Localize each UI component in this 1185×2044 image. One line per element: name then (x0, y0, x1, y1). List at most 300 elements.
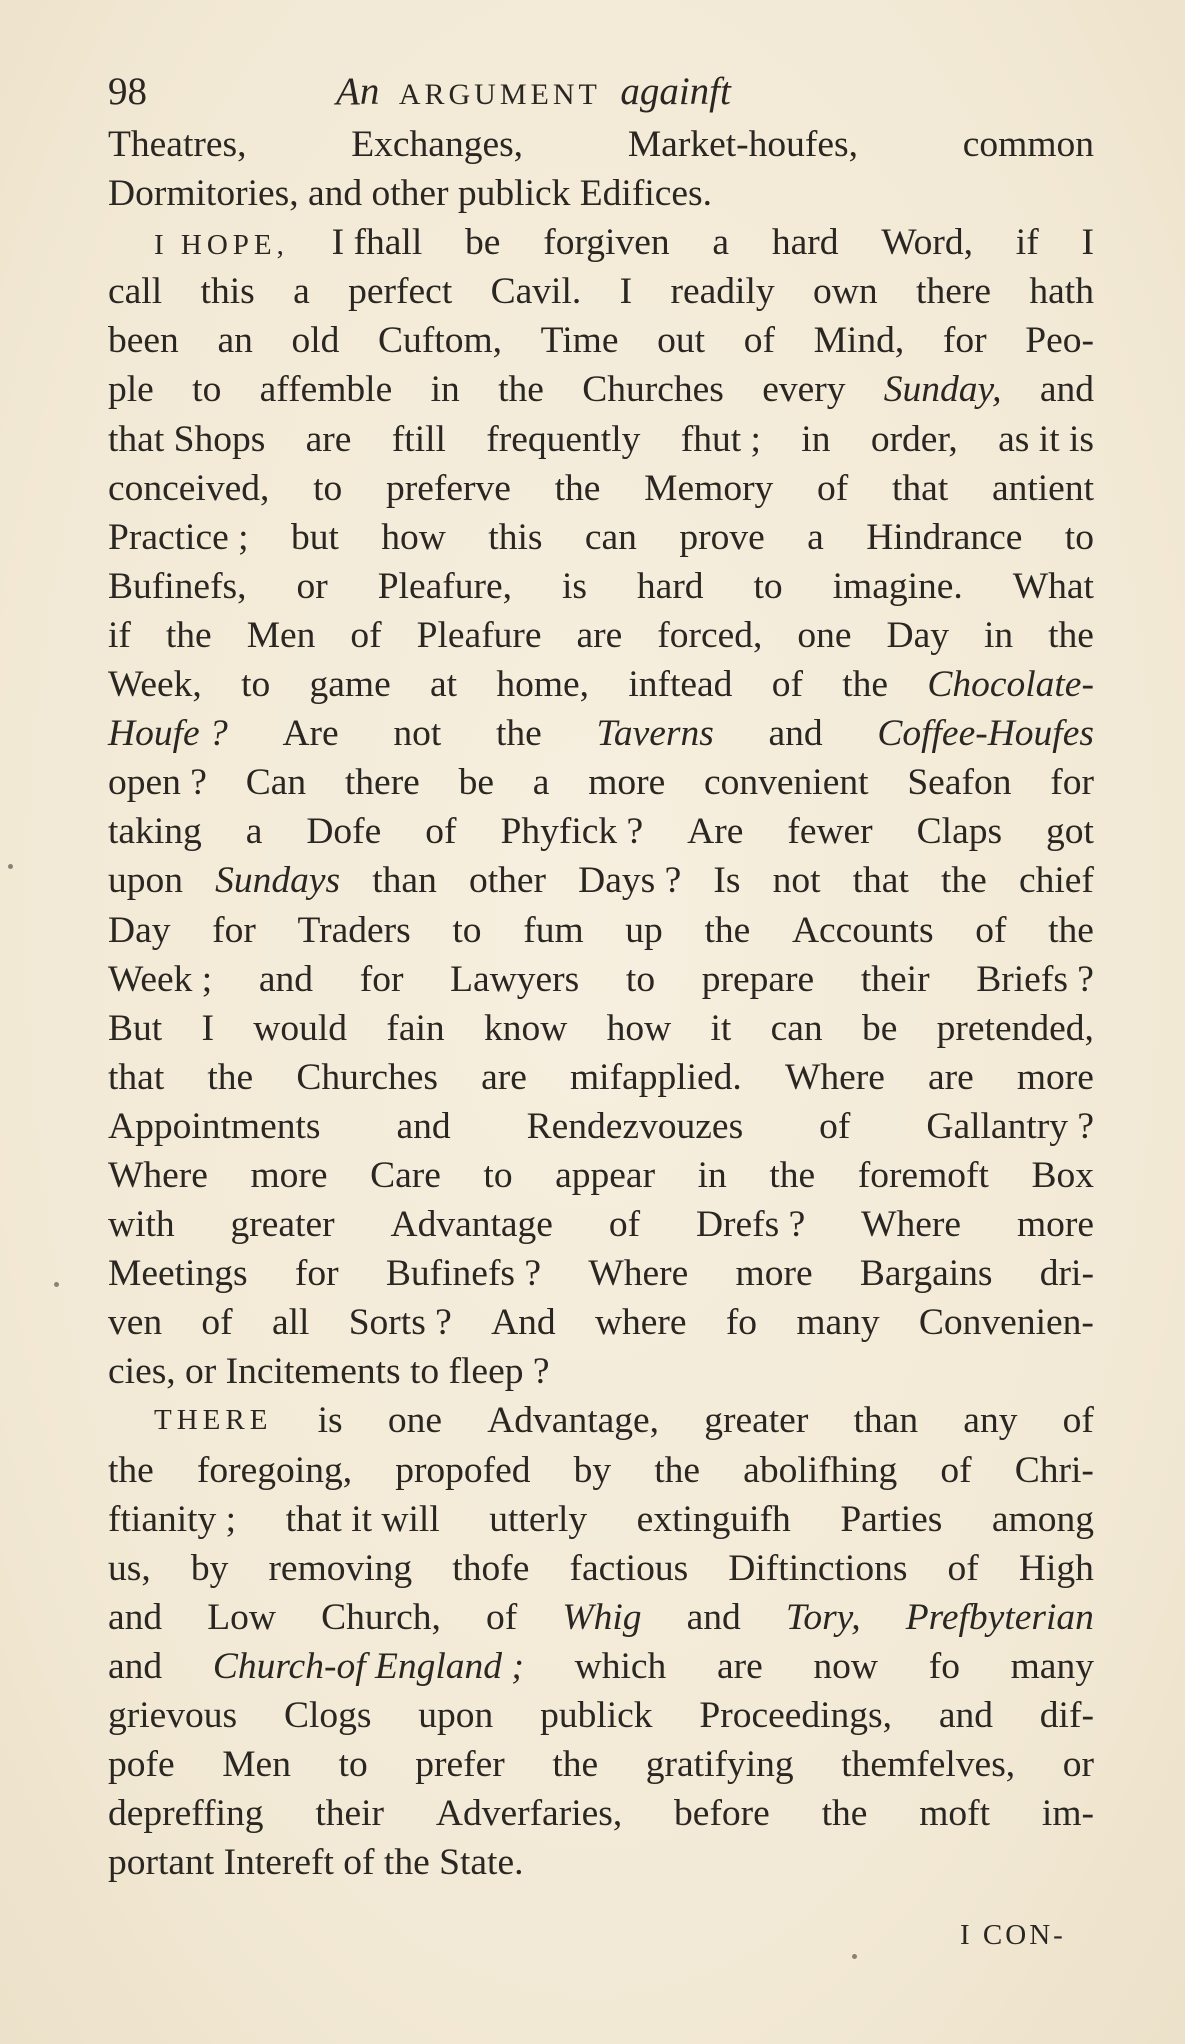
ink-speck (54, 1282, 59, 1287)
word: prove (679, 516, 765, 558)
word: Dofe (306, 811, 382, 853)
word: there (916, 271, 991, 313)
word: all (271, 1302, 310, 1344)
word: mifapplied. (569, 1056, 742, 1098)
small-caps-opening: THERE (154, 1404, 273, 1437)
paragraph-start-line (108, 218, 1094, 267)
word: ftill (391, 418, 446, 460)
text-line (108, 1789, 1094, 1838)
word: is (317, 1400, 343, 1442)
word: I fhall (331, 222, 423, 264)
word: at (430, 664, 458, 706)
word: can (770, 1007, 823, 1049)
word: that it will (285, 1498, 440, 1540)
word: ple (108, 369, 154, 411)
word: not (772, 860, 821, 902)
italic-word: Sundays (215, 860, 341, 902)
word: but (290, 516, 339, 558)
word: the (1048, 614, 1094, 656)
italic-word: Houfe ? (108, 713, 228, 755)
word: High (1018, 1547, 1094, 1589)
text-line (108, 1004, 1094, 1053)
word: the (495, 713, 542, 755)
italic-word: Tory, (785, 1596, 861, 1638)
word: common (962, 124, 1094, 165)
word: portant Intereft of the State. (108, 1842, 524, 1884)
word: greater (230, 1204, 335, 1246)
word: by (190, 1547, 229, 1589)
word: and (396, 1105, 451, 1147)
word: not (393, 713, 442, 755)
word: Mind, (813, 320, 905, 362)
word: Market-houfes, (627, 124, 858, 165)
word: if (108, 614, 131, 656)
word: the (821, 1793, 868, 1835)
word: factious (569, 1547, 689, 1589)
word: chief (1018, 860, 1094, 902)
word: abolifhing (743, 1449, 898, 1491)
word: fo (725, 1302, 758, 1344)
word: in (430, 369, 460, 411)
word: in (983, 614, 1014, 656)
word: prepare (701, 958, 815, 1000)
word: own (813, 271, 878, 313)
word: Is (713, 860, 741, 902)
word: Gallantry ? (926, 1105, 1094, 1147)
word: Proceedings, (699, 1695, 893, 1736)
word: Day (108, 909, 171, 951)
word: I (1081, 222, 1094, 264)
word: Where (784, 1056, 885, 1098)
text-line (108, 1053, 1094, 1102)
word: more (1016, 1204, 1094, 1246)
word: the (165, 614, 212, 656)
word: Men (246, 614, 316, 656)
word: by (573, 1449, 612, 1491)
word: foregoing, (196, 1449, 353, 1491)
word: Practice ; (108, 516, 249, 558)
word: Briefs ? (976, 958, 1094, 1000)
word: Phyfick ? (500, 811, 644, 853)
word: cies, or Incitements to fleep ? (108, 1351, 550, 1393)
word: would (253, 1007, 348, 1049)
word: for (1050, 762, 1094, 804)
running-head (108, 62, 1088, 122)
word: are (305, 418, 352, 460)
text-line (108, 758, 1094, 807)
italic-word: Coffee-Houfes (877, 713, 1094, 755)
word: and (768, 713, 823, 755)
word: Traders (297, 909, 411, 951)
word: up (625, 909, 663, 951)
word: and (108, 1596, 163, 1638)
text-line (108, 1593, 1094, 1642)
text-line (108, 415, 1094, 464)
word: a (293, 271, 310, 313)
italic-word: Whig (562, 1596, 642, 1638)
word: that (892, 467, 949, 509)
text-line (108, 906, 1094, 955)
page-body (108, 120, 1094, 1887)
text-line (108, 1691, 1094, 1740)
word: Meetings (108, 1253, 248, 1295)
word: and (686, 1596, 741, 1638)
word: than (372, 860, 437, 902)
word: Diftinctions (728, 1547, 908, 1589)
word: Advantage, (487, 1400, 660, 1442)
word: utterly (489, 1498, 588, 1540)
word: to (192, 369, 222, 411)
word: as it is (998, 418, 1094, 460)
word: any (963, 1400, 1018, 1442)
small-caps-opening: I HOPE, (154, 229, 289, 262)
text-line (108, 807, 1094, 856)
word: depreffing (108, 1793, 264, 1835)
word: of (201, 1302, 233, 1344)
italic-word: Taverns (596, 713, 714, 755)
word: Can (245, 762, 307, 804)
word: Days ? (578, 860, 682, 902)
word: of (425, 811, 457, 853)
word: upon (418, 1695, 494, 1736)
word: the (940, 860, 987, 902)
word: there (344, 762, 420, 804)
text-line (108, 169, 1094, 218)
word: inftead (628, 664, 733, 706)
paragraph-start-line (108, 1396, 1094, 1445)
word: Cavil. (490, 271, 582, 313)
text-line (108, 1544, 1094, 1593)
word: of (940, 1449, 972, 1491)
text-line (108, 955, 1094, 1004)
word: other (468, 860, 547, 902)
page-number: 98 (108, 70, 147, 113)
word: old (291, 320, 340, 362)
word: their (860, 958, 930, 1000)
word: Dormitories, and other publick Edifices. (108, 173, 713, 215)
text-line (108, 611, 1094, 660)
word: thofe (452, 1547, 530, 1589)
word: forced, (657, 614, 763, 656)
italic-word: Prefbyterian (905, 1596, 1094, 1638)
word: pofe (108, 1744, 175, 1786)
word: I (619, 271, 633, 313)
word: than (853, 1400, 919, 1442)
word: us, (108, 1547, 151, 1589)
word: Memory (644, 467, 774, 509)
word: for (294, 1253, 339, 1295)
word: forgiven (543, 222, 670, 264)
word: Hindrance (866, 516, 1023, 558)
word: convenient (704, 762, 869, 804)
word: that Shops (108, 418, 266, 460)
word: Peo- (1025, 320, 1094, 362)
word: for (359, 958, 404, 1000)
word: call (108, 271, 163, 313)
word: the (207, 1056, 254, 1098)
text-line (108, 120, 1094, 169)
word: of (608, 1204, 641, 1246)
word: that (108, 1056, 165, 1098)
word: how (606, 1007, 672, 1049)
word: Churches (582, 369, 724, 411)
word: of (486, 1596, 518, 1638)
word: Exchanges, (351, 124, 524, 165)
text-line (108, 660, 1094, 709)
word: to (625, 958, 656, 1000)
word: fewer (787, 811, 873, 853)
word: themfelves, (841, 1744, 1016, 1786)
word: of (350, 614, 382, 656)
word: Are (282, 713, 339, 755)
word: extinguifh (636, 1498, 791, 1540)
italic-word: Sunday, (883, 369, 1002, 411)
word: are (576, 614, 623, 656)
word: Theatres, (108, 124, 247, 165)
word: the (552, 1744, 599, 1786)
word: and (108, 1645, 163, 1687)
word: and (258, 958, 314, 1000)
word: Churches (296, 1056, 438, 1098)
word: im- (1041, 1793, 1094, 1835)
word: of (1062, 1400, 1094, 1442)
word: Church, (321, 1596, 441, 1638)
word: fain (386, 1007, 445, 1049)
catchword (960, 1908, 1066, 1960)
word: more (588, 762, 666, 804)
text-line (108, 513, 1094, 562)
word: Men (222, 1744, 291, 1786)
word: Adverfaries, (435, 1793, 623, 1835)
word: for (212, 909, 256, 951)
word: antient (991, 467, 1094, 509)
word: home, (496, 664, 590, 706)
word: a (245, 811, 263, 853)
word: dif- (1039, 1695, 1094, 1736)
word: What (1012, 565, 1094, 607)
word: and (1039, 369, 1094, 411)
word: the (704, 909, 751, 951)
ink-speck (8, 864, 13, 869)
word: Care (370, 1154, 441, 1196)
word: hath (1029, 271, 1094, 313)
word: this (200, 271, 255, 313)
running-title-word: An (336, 70, 380, 113)
word: in (697, 1154, 727, 1196)
word: imagine. (832, 565, 963, 607)
word: Sorts ? (348, 1302, 452, 1344)
text-line (108, 1298, 1094, 1347)
word: Clogs (283, 1695, 372, 1736)
word: fhut ; (680, 418, 761, 460)
word: game (309, 664, 391, 706)
word: Appointments (108, 1105, 321, 1147)
word: Are (687, 811, 744, 853)
word: Time (540, 320, 619, 362)
word: fum (523, 909, 584, 951)
text-line (108, 316, 1094, 365)
word: open ? (108, 762, 207, 804)
text-line (108, 1446, 1094, 1495)
word: be (458, 762, 494, 804)
word: this (488, 516, 543, 558)
word: of (975, 909, 1007, 951)
word: pretended, (936, 1007, 1094, 1049)
text-line (108, 1249, 1094, 1298)
word: Where (108, 1154, 208, 1196)
word: Bargains (859, 1253, 993, 1295)
word: to (1064, 516, 1094, 558)
word: Pleafure, (377, 565, 512, 607)
word: And (491, 1302, 556, 1344)
word: Word, (881, 222, 974, 264)
word: know (483, 1007, 568, 1049)
running-title-word: ARGUMENT (398, 78, 601, 111)
italic-word: Church-of England ; (212, 1645, 524, 1687)
word: to (338, 1744, 368, 1786)
word: to (452, 909, 482, 951)
word: Where (588, 1253, 689, 1295)
word: preferve (385, 467, 511, 509)
word: Rendezvouzes (526, 1105, 744, 1147)
word: among (991, 1498, 1094, 1540)
word: gratifying (645, 1744, 794, 1786)
word: appear (555, 1154, 656, 1196)
word: the (1048, 909, 1094, 951)
word: that (852, 860, 909, 902)
text-line (108, 856, 1094, 905)
word: frequently (486, 418, 641, 460)
word: with (108, 1204, 175, 1246)
running-title (336, 62, 731, 125)
word: propofed (395, 1449, 531, 1491)
word: many (1010, 1645, 1094, 1687)
word: the (769, 1154, 816, 1196)
word: hard (636, 565, 704, 607)
word: a (712, 222, 730, 264)
word: or (1062, 1744, 1094, 1786)
word: been (108, 320, 179, 362)
word: be (465, 222, 501, 264)
word: perfect (348, 271, 453, 313)
word: now (813, 1645, 879, 1687)
word: to (483, 1154, 513, 1196)
word: is (561, 565, 587, 607)
text-line (108, 1495, 1094, 1544)
word: Low (207, 1596, 277, 1638)
word: I (201, 1007, 214, 1049)
word: fo (928, 1645, 960, 1687)
text-line (108, 464, 1094, 513)
word: Where (861, 1204, 962, 1246)
word: how (381, 516, 446, 558)
text-line (108, 1838, 1094, 1887)
word: Lawyers (450, 958, 580, 1000)
word: in (801, 418, 831, 460)
word: Day (886, 614, 949, 656)
ink-speck (852, 1954, 857, 1959)
word: Pleafure (416, 614, 542, 656)
text-line (108, 1151, 1094, 1200)
word: Cuftom, (378, 320, 503, 362)
text-line (108, 1740, 1094, 1789)
word: foremoft (857, 1154, 989, 1196)
word: be (861, 1007, 898, 1049)
text-line (108, 365, 1094, 414)
text-line (108, 562, 1094, 611)
word: a (807, 516, 824, 558)
word: can (584, 516, 637, 558)
word (154, 218, 289, 267)
word: and (938, 1695, 993, 1736)
word: Claps (916, 811, 1003, 853)
word: are (481, 1056, 527, 1098)
word: more (1016, 1056, 1094, 1098)
word: dri- (1039, 1253, 1094, 1295)
word: Week, (108, 664, 202, 706)
word: Bufinefs ? (385, 1253, 542, 1295)
word: conceived, (108, 467, 270, 509)
word: But (108, 1007, 163, 1049)
word: the (842, 664, 889, 706)
word: which (574, 1645, 667, 1687)
word: readily (670, 271, 775, 313)
word: of (947, 1547, 979, 1589)
word: got (1046, 811, 1094, 853)
word: of (743, 320, 775, 362)
word: or (296, 565, 328, 607)
word: removing (268, 1547, 413, 1589)
text-line (108, 1347, 1094, 1396)
word: of (771, 664, 803, 706)
word: moft (919, 1793, 991, 1835)
text-line (108, 267, 1094, 316)
running-title-word: againft (620, 70, 731, 113)
word: Box (1031, 1154, 1094, 1196)
word: Week ; (108, 958, 213, 1000)
word: Advantage (390, 1204, 553, 1246)
word: upon (108, 860, 183, 902)
italic-word: Chocolate- (927, 664, 1094, 706)
word: for (942, 320, 987, 362)
text-line (108, 1102, 1094, 1151)
catchword-text: I CON- (960, 1919, 1066, 1951)
word: more (250, 1154, 328, 1196)
word: to (241, 664, 271, 706)
word: before (674, 1793, 770, 1835)
word: are (927, 1056, 974, 1098)
word: the (108, 1449, 154, 1491)
word: prefer (415, 1744, 505, 1786)
word: an (217, 320, 253, 362)
word: greater (704, 1400, 809, 1442)
word: the (654, 1449, 701, 1491)
word: of (819, 1105, 851, 1147)
word: one (797, 614, 852, 656)
word: to (313, 467, 343, 509)
word: Parties (840, 1498, 943, 1540)
text-line (108, 709, 1094, 758)
word: are (716, 1645, 763, 1687)
word: grievous (108, 1695, 238, 1736)
word: publick (540, 1695, 653, 1736)
word: taking (108, 811, 202, 853)
text-line (108, 1642, 1094, 1691)
text-line (108, 1200, 1094, 1249)
word: hard (771, 222, 839, 264)
word: Seafon (907, 762, 1012, 804)
word: Convenien- (918, 1302, 1094, 1344)
